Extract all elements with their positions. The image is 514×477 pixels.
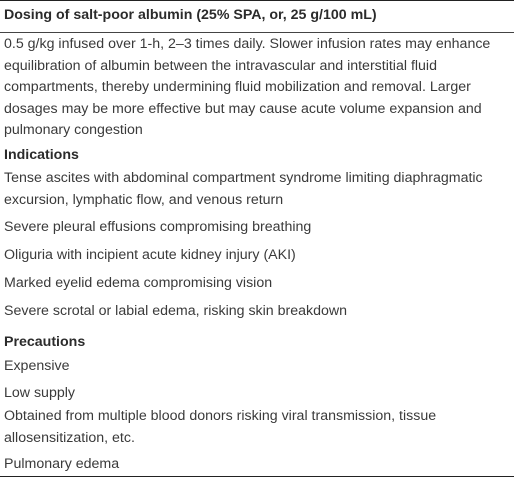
heading-rule xyxy=(0,32,514,33)
precaution-item: Obtained from multiple blood donors risking viral transmission, tissue allosensitization, etc. xyxy=(4,408,437,446)
precautions-title: Precautions xyxy=(4,334,86,350)
indication-item: Severe scrotal or labial edema, risking skin breakdown xyxy=(4,303,348,319)
precaution-item: Expensive xyxy=(4,358,70,374)
indication-item: Severe pleural effusions compromising breathing xyxy=(4,219,312,235)
indications-title: Indications xyxy=(4,147,79,163)
precaution-item: Pulmonary edema xyxy=(4,456,120,472)
indication-item: Marked eyelid edema compromising vision xyxy=(4,275,273,291)
table-heading: Dosing of salt-poor albumin (25% SPA, or, 25 g/100 mL) xyxy=(4,7,377,23)
indication-item: Oliguria with incipient acute kidney injury (AKI) xyxy=(4,247,296,263)
dosing-text: 0.5 g/kg infused over 1-h, 2–3 times daily. Slower infusion rates may enhance equilibration of albumin between the intravascular and interstitial fluid compartments, thereby undermining fluid mobilization and removal. Larger dosages may be more effective but may cause acute volume expansion and pulmonary congestion xyxy=(4,36,491,138)
precaution-item: Low supply xyxy=(4,385,75,401)
indication-item: Tense ascites with abdominal compartment syndrome limiting diaphragmatic excursion, lymphatic flow, and venous return xyxy=(4,170,483,208)
top-rule xyxy=(0,0,514,1)
